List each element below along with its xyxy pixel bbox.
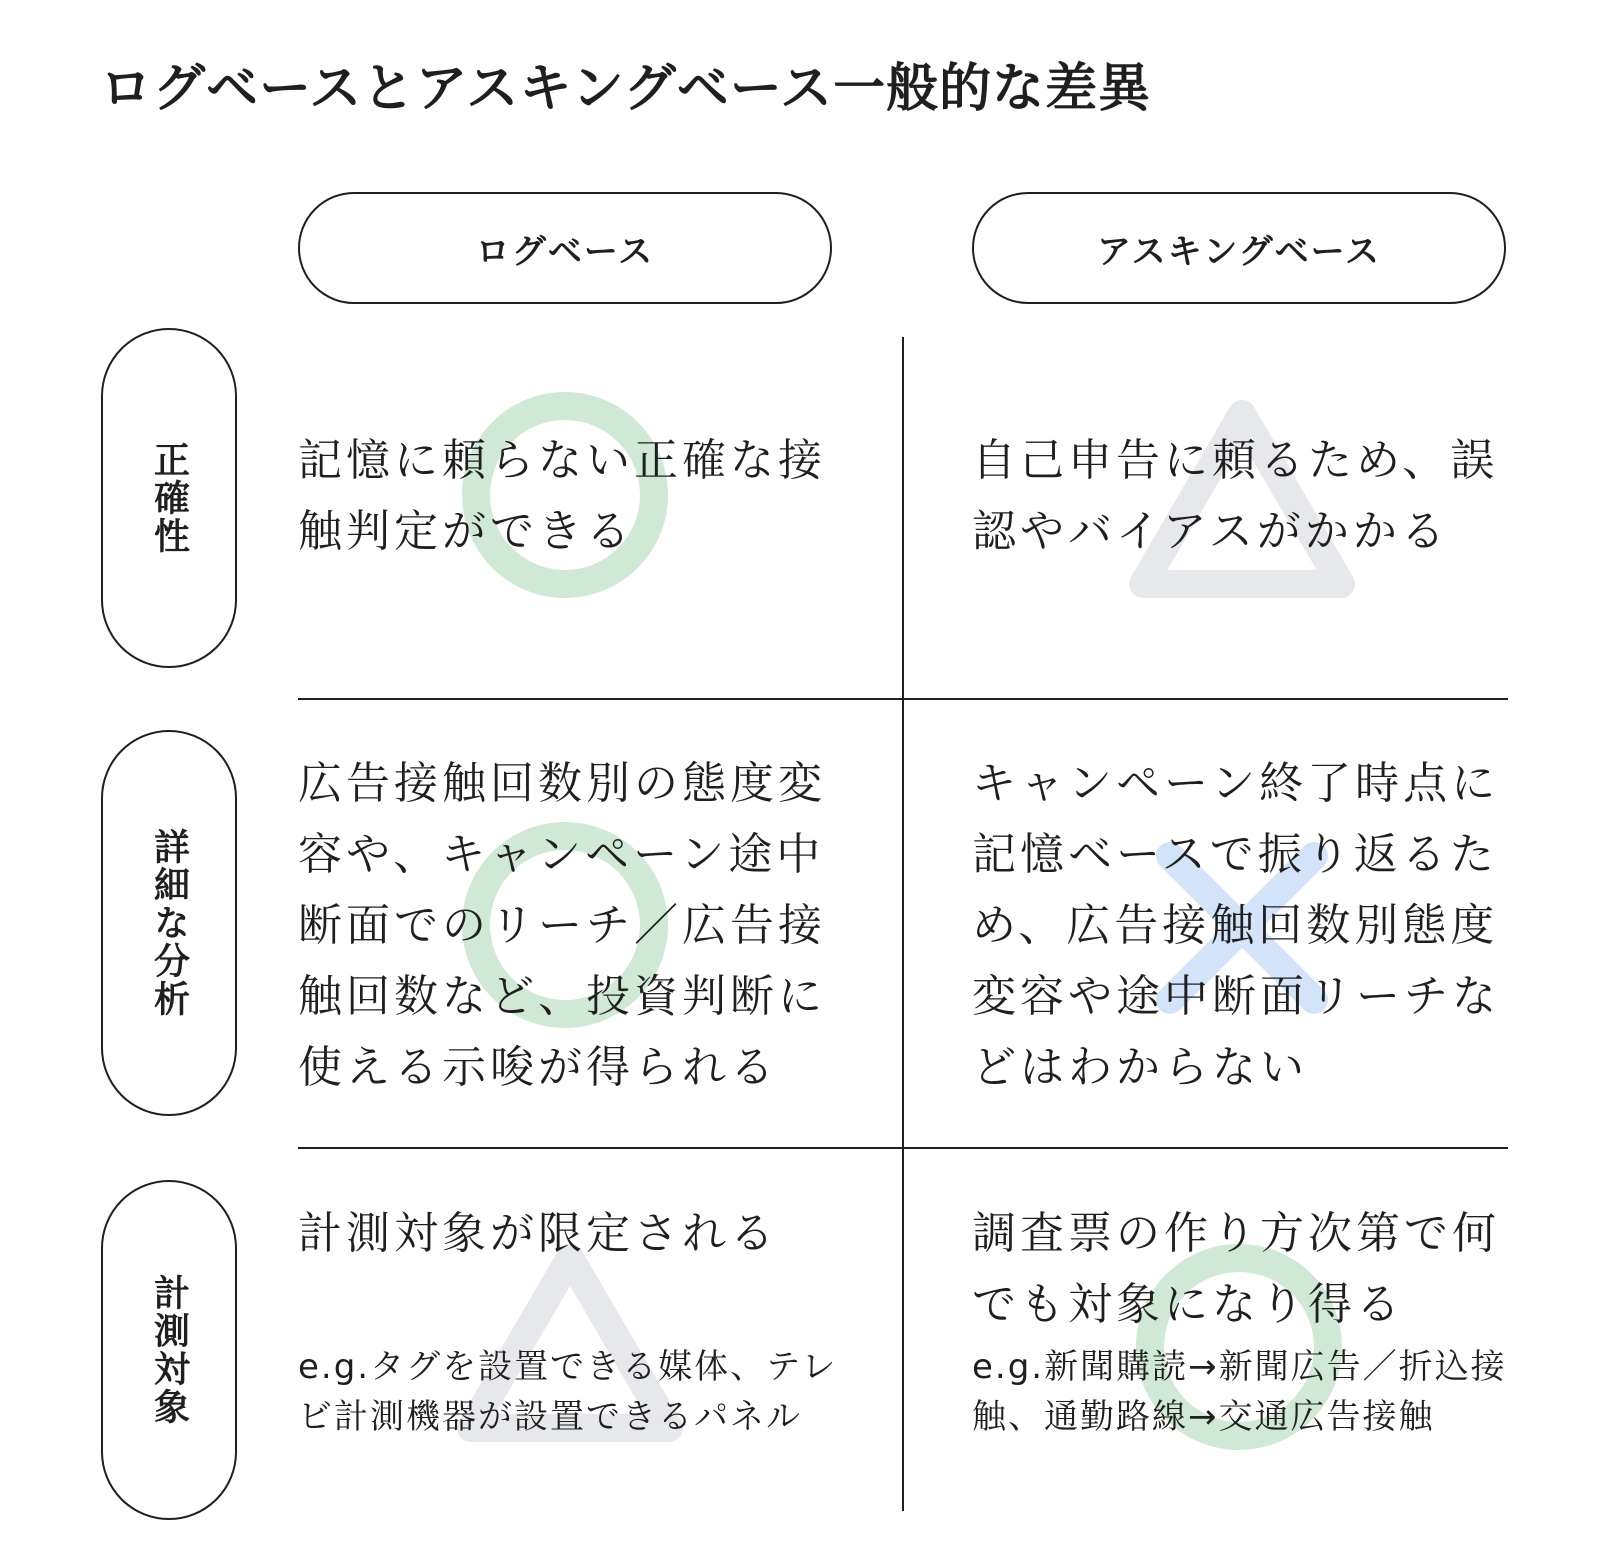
cell-text-log-accuracy: 記憶に頼らない正確な接触判定ができる — [298, 435, 826, 557]
row-divider — [298, 698, 1508, 700]
column-header-log-based — [298, 192, 832, 304]
column-header-label: ログベース — [475, 231, 655, 272]
row-label-accuracy — [101, 328, 237, 668]
row-label-text: 詳細な分析 — [148, 828, 190, 1018]
row-label-measurement-target — [101, 1180, 237, 1520]
cell-text-asking-accuracy: 自己申告に頼るため、誤認やバイアスがかかる — [972, 435, 1499, 557]
row-divider — [298, 1147, 1508, 1149]
cell-text-log-detail: 広告接触回数別の態度変容や、キャンペーン途中断面でのリーチ／広告接触回数など、投資判断に使える示唆が得られる — [298, 758, 826, 1093]
cell-text-asking-detail: キャンペーン終了時点に記憶ベースで振り返るため、広告接触回数別態度変容や途中断面リーチなどはわからない — [972, 758, 1500, 1093]
page-title: ログベースとアスキングベース一般的な差異 — [100, 59, 1152, 119]
row-label-text: 計測対象 — [148, 1274, 190, 1426]
cell-note-log-target: e.g.タグを設置できる媒体、テレビ計測機器が設置できるパネル — [298, 1347, 838, 1437]
cell-note-asking-target: e.g.新聞購読→新聞広告／折込接触、通勤路線→交通広告接触 — [972, 1347, 1507, 1437]
column-header-label: アスキングベース — [1097, 231, 1381, 272]
column-header-asking-based — [972, 192, 1506, 304]
row-label-detailed-analysis — [101, 730, 237, 1116]
row-label-text: 正確性 — [148, 441, 190, 555]
cell-text-log-target: 計測対象が限定される — [298, 1208, 778, 1259]
column-divider — [902, 337, 904, 1511]
cell-text-asking-target: 調査票の作り方次第で何でも対象になり得る — [972, 1208, 1500, 1330]
